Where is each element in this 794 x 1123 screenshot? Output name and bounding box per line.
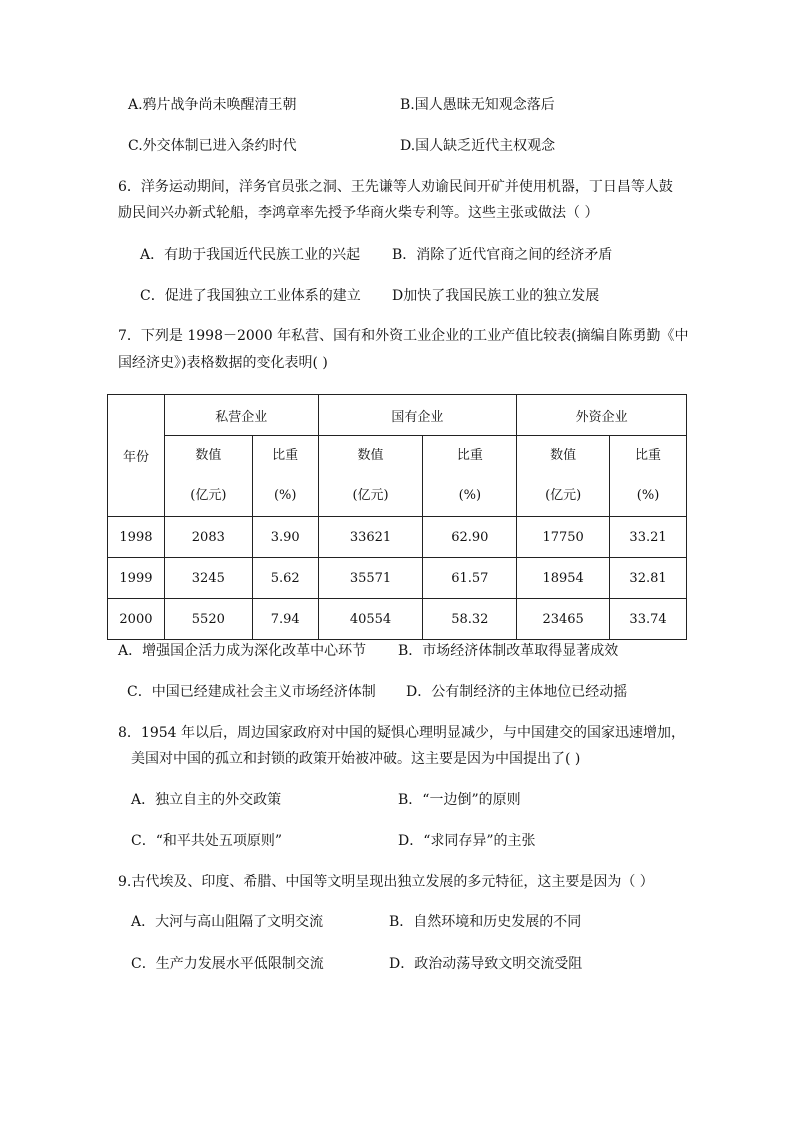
q8-option-d: D．“求同存异”的主张	[398, 833, 536, 849]
q8-option-c: C．“和平共处五项原则”	[131, 833, 283, 849]
table-cell: 3.90	[252, 517, 318, 558]
share-header: 比重 (%)	[423, 436, 517, 517]
table-cell: 18954	[517, 558, 610, 599]
q7-option-d: D．公有制经济的主体地位已经动摇	[406, 684, 628, 700]
table-cell: 23465	[517, 599, 610, 640]
q6-option-a: A．有助于我国近代民族工业的兴起	[140, 247, 361, 263]
q6-stem-line1: 6．洋务运动期间，洋务官员张之洞、王先谦等人劝谕民间开矿并使用机器，丁日昌等人鼓	[118, 179, 673, 195]
table-cell: 5520	[164, 599, 252, 640]
q5-option-b: B.国人愚昧无知观念落后	[400, 97, 555, 113]
q6-option-c: C．促进了我国独立工业体系的建立	[140, 288, 361, 304]
output-value-table	[107, 394, 687, 640]
table-cell: 61.57	[423, 558, 517, 599]
table-cell: 33.21	[610, 517, 687, 558]
q6-stem-line2: 励民间兴办新式轮船，李鸿章率先授予华商火柴专利等。这些主张或做法（ ）	[118, 205, 599, 221]
table-row	[108, 517, 687, 558]
q8-stem-line1: 8．1954 年以后，周边国家政府对中国的疑惧心理明显减少，与中国建交的国家迅速增加，	[118, 725, 685, 741]
q5-option-d: D.国人缺乏近代主权观念	[400, 138, 556, 154]
table-cell: 3245	[164, 558, 252, 599]
group-header-foreign: 外资企业	[517, 395, 687, 436]
table-cell: 32.81	[610, 558, 687, 599]
value-header: 数值 (亿元)	[318, 436, 423, 517]
q6-option-b: B．消除了近代官商之间的经济矛盾	[392, 247, 613, 263]
value-header: 数值 (亿元)	[517, 436, 610, 517]
year-cell: 1998	[108, 517, 165, 558]
year-header: 年份	[108, 395, 165, 517]
year-cell: 2000	[108, 599, 165, 640]
q9-option-d: D．政治动荡导致文明交流受阻	[389, 956, 583, 972]
q8-option-a: A．独立自主的外交政策	[131, 792, 282, 808]
q7-option-c: C．中国已经建成社会主义市场经济体制	[127, 684, 376, 700]
table-cell: 62.90	[423, 517, 517, 558]
q5-option-c: C.外交体制已进入条约时代	[128, 138, 297, 154]
table-cell: 7.94	[252, 599, 318, 640]
q8-option-b: B．“一边倒”的原则	[398, 792, 521, 808]
share-header: 比重 (%)	[252, 436, 318, 517]
year-cell: 1999	[108, 558, 165, 599]
q9-stem-line1: 9.古代埃及、印度、希腊、中国等文明呈现出独立发展的多元特征，这主要是因为（ ）	[118, 874, 654, 890]
group-header-state: 国有企业	[318, 395, 517, 436]
q5-option-a: A.鸦片战争尚未唤醒清王朝	[128, 97, 297, 113]
group-header-private: 私营企业	[164, 395, 318, 436]
q7-option-a: A．增强国企活力成为深化改革中心环节	[118, 643, 367, 659]
value-header: 数值 (亿元)	[164, 436, 252, 517]
q9-option-a: A．大河与高山阻隔了文明交流	[131, 914, 324, 930]
table-row	[108, 599, 687, 640]
q7-stem-line2: 国经济史》)表格数据的变化表明( )	[118, 355, 328, 371]
table-cell: 40554	[318, 599, 423, 640]
q9-option-c: C．生产力发展水平低限制交流	[131, 956, 324, 972]
q8-stem-line2: 美国对中国的孤立和封锁的政策开始被冲破。这主要是因为中国提出了( )	[131, 751, 581, 767]
share-header: 比重 (%)	[610, 436, 687, 517]
q9-option-b: B．自然环境和历史发展的不同	[389, 914, 582, 930]
table-cell: 17750	[517, 517, 610, 558]
table-cell: 35571	[318, 558, 423, 599]
table-cell: 2083	[164, 517, 252, 558]
table-row	[108, 558, 687, 599]
table-cell: 33.74	[610, 599, 687, 640]
table-cell: 58.32	[423, 599, 517, 640]
q6-option-d: D加快了我国民族工业的独立发展	[392, 288, 600, 304]
table-cell: 5.62	[252, 558, 318, 599]
table-cell: 33621	[318, 517, 423, 558]
q7-option-b: B．市场经济体制改革取得显著成效	[398, 643, 619, 659]
q7-stem-line1: 7．下列是 1998－2000 年私营、国有和外资工业企业的工业产值比较表(摘编自陈勇勤《中	[118, 328, 689, 344]
